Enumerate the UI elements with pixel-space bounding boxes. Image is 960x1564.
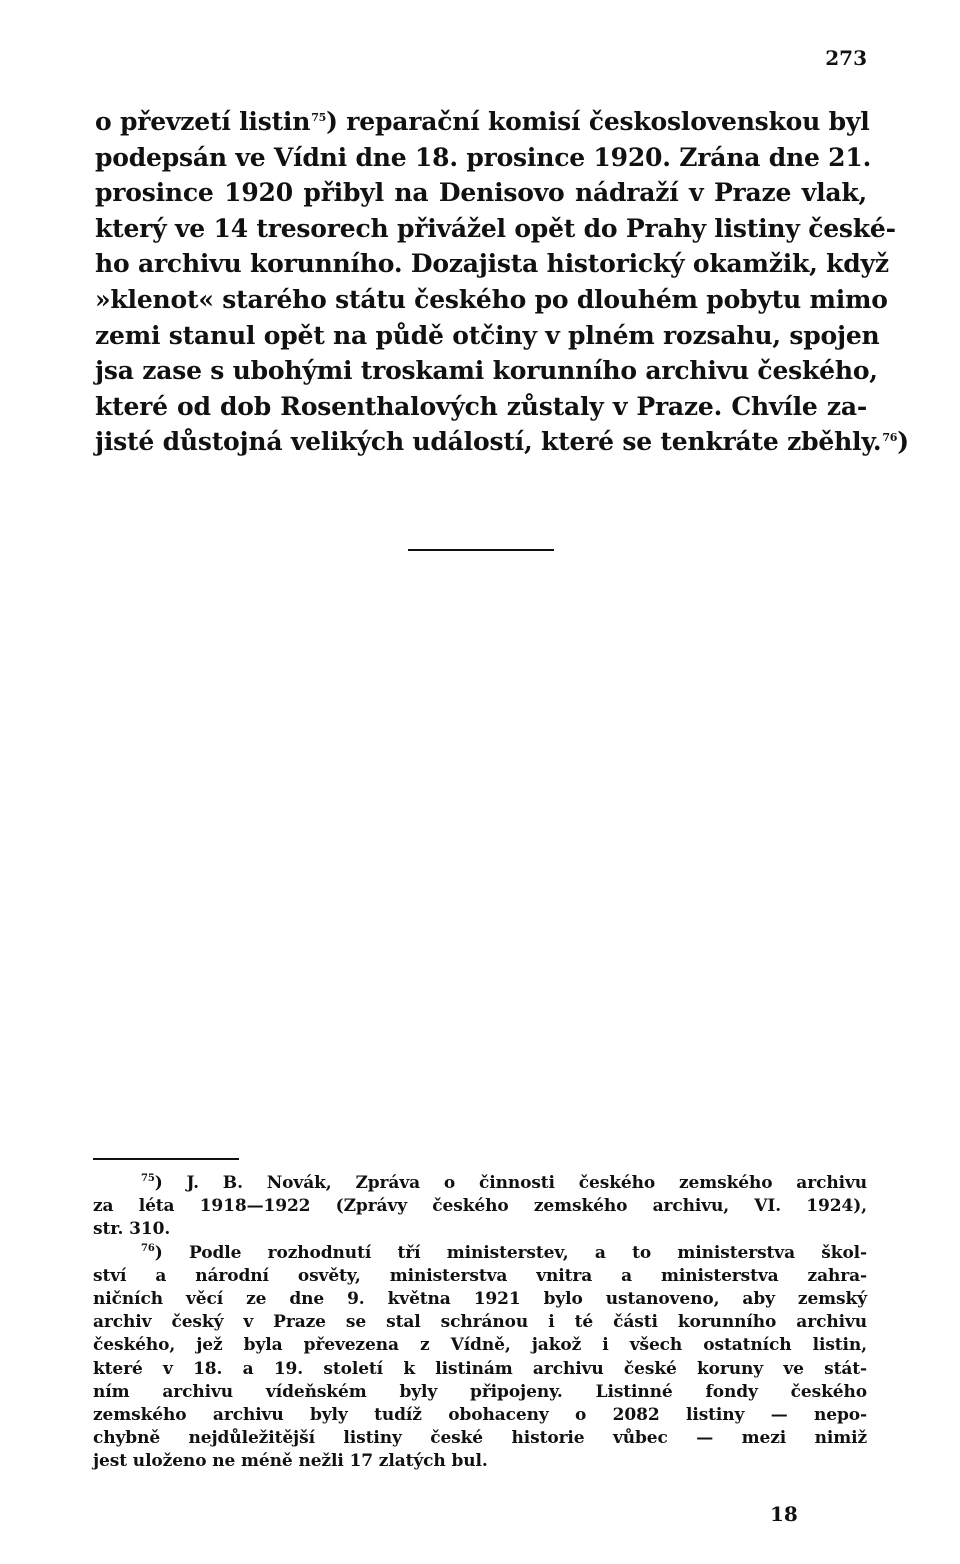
body-line: který ve 14 tresorech přivážel opět do Prahy listiny české- (95, 213, 896, 243)
footnote-divider (93, 1158, 239, 1160)
footnote-line: ničních věcí ze dne 9. května 1921 bylo ustanoveno, aby zemský (93, 1288, 867, 1309)
body-line-close: ) (897, 427, 909, 457)
footnotes (93, 1172, 867, 1473)
footnote-ref-76: 76 (882, 431, 898, 445)
footnote-line: zemského archivu byly tudíž obohaceny o 2082 listiny — nepo- (93, 1404, 867, 1425)
footnote-line-text: ) J. B. Novák, Zpráva o činnosti českého zemského archivu (154, 1173, 867, 1193)
body-line: ho archivu korunního. Dozajista historický okamžik, když (95, 249, 889, 279)
footnote-line: str. 310. (93, 1219, 171, 1240)
body-line-text-rest: ) reparační komisí československou byl (326, 107, 870, 136)
body-line: zemi stanul opět na půdě otčiny v plném rozsahu, spojen (95, 320, 880, 350)
footnote-line: českého, jež byla převezena z Vídně, jakož i všech ostatních listin, (93, 1335, 867, 1356)
body-line: které od dob Rosenthalových zůstaly v Praze. Chvíle za- (95, 391, 867, 421)
body-line: »klenot« starého státu českého po dlouhém pobytu mimo (95, 284, 888, 314)
footnote-line (93, 1172, 867, 1195)
footnote-line: chybně nejdůležitější listiny české historie vůbec — mezi nimiž (93, 1428, 867, 1449)
body-line-text: o převzetí listin (95, 107, 311, 136)
section-divider (408, 549, 554, 551)
body-line: podepsán ve Vídni dne 18. prosince 1920. Zrána dne 21. (95, 142, 872, 172)
footnote-marker-76: 76 (141, 1242, 155, 1254)
footnote-line-text: ) Podle rozhodnutí tří ministerstev, a to ministerstva škol- (154, 1242, 867, 1263)
body-line: prosince 1920 přibyl na Denisovo nádraží v Praze vlak, (95, 178, 867, 208)
footnote-ref-75: 75 (311, 111, 327, 124)
footnote-line: ním archivu vídeňském byly připojeny. Listinné fondy českého (93, 1381, 867, 1402)
body-line: jsa zase s ubohými troskami korunního archivu českého, (95, 356, 878, 386)
footnote-line: za léta 1918—1922 (Zprávy českého zemského archivu, VI. 1924), (93, 1196, 867, 1217)
footnote-line: jest uloženo ne méně nežli 17 zlatých bul. (93, 1451, 488, 1472)
footnote-line: archiv český v Praze se stal schránou i té části korunního archivu (93, 1312, 867, 1333)
body-line (95, 424, 909, 460)
main-text (95, 104, 909, 460)
body-line (95, 104, 870, 140)
footnote-marker-75: 75 (141, 1173, 155, 1184)
body-line-text: jisté důstojná velikých událostí, které se tenkráte zběhly. (95, 427, 882, 457)
sheet-signature: 18 (770, 1502, 798, 1526)
page-number: 273 (825, 46, 867, 70)
footnote-line: ství a národní osvěty, ministerstva vnitra a ministerstva zahra- (93, 1265, 867, 1286)
footnote-line (93, 1242, 867, 1265)
footnote-line: které v 18. a 19. století k listinám archivu české koruny ve stát- (93, 1358, 867, 1379)
